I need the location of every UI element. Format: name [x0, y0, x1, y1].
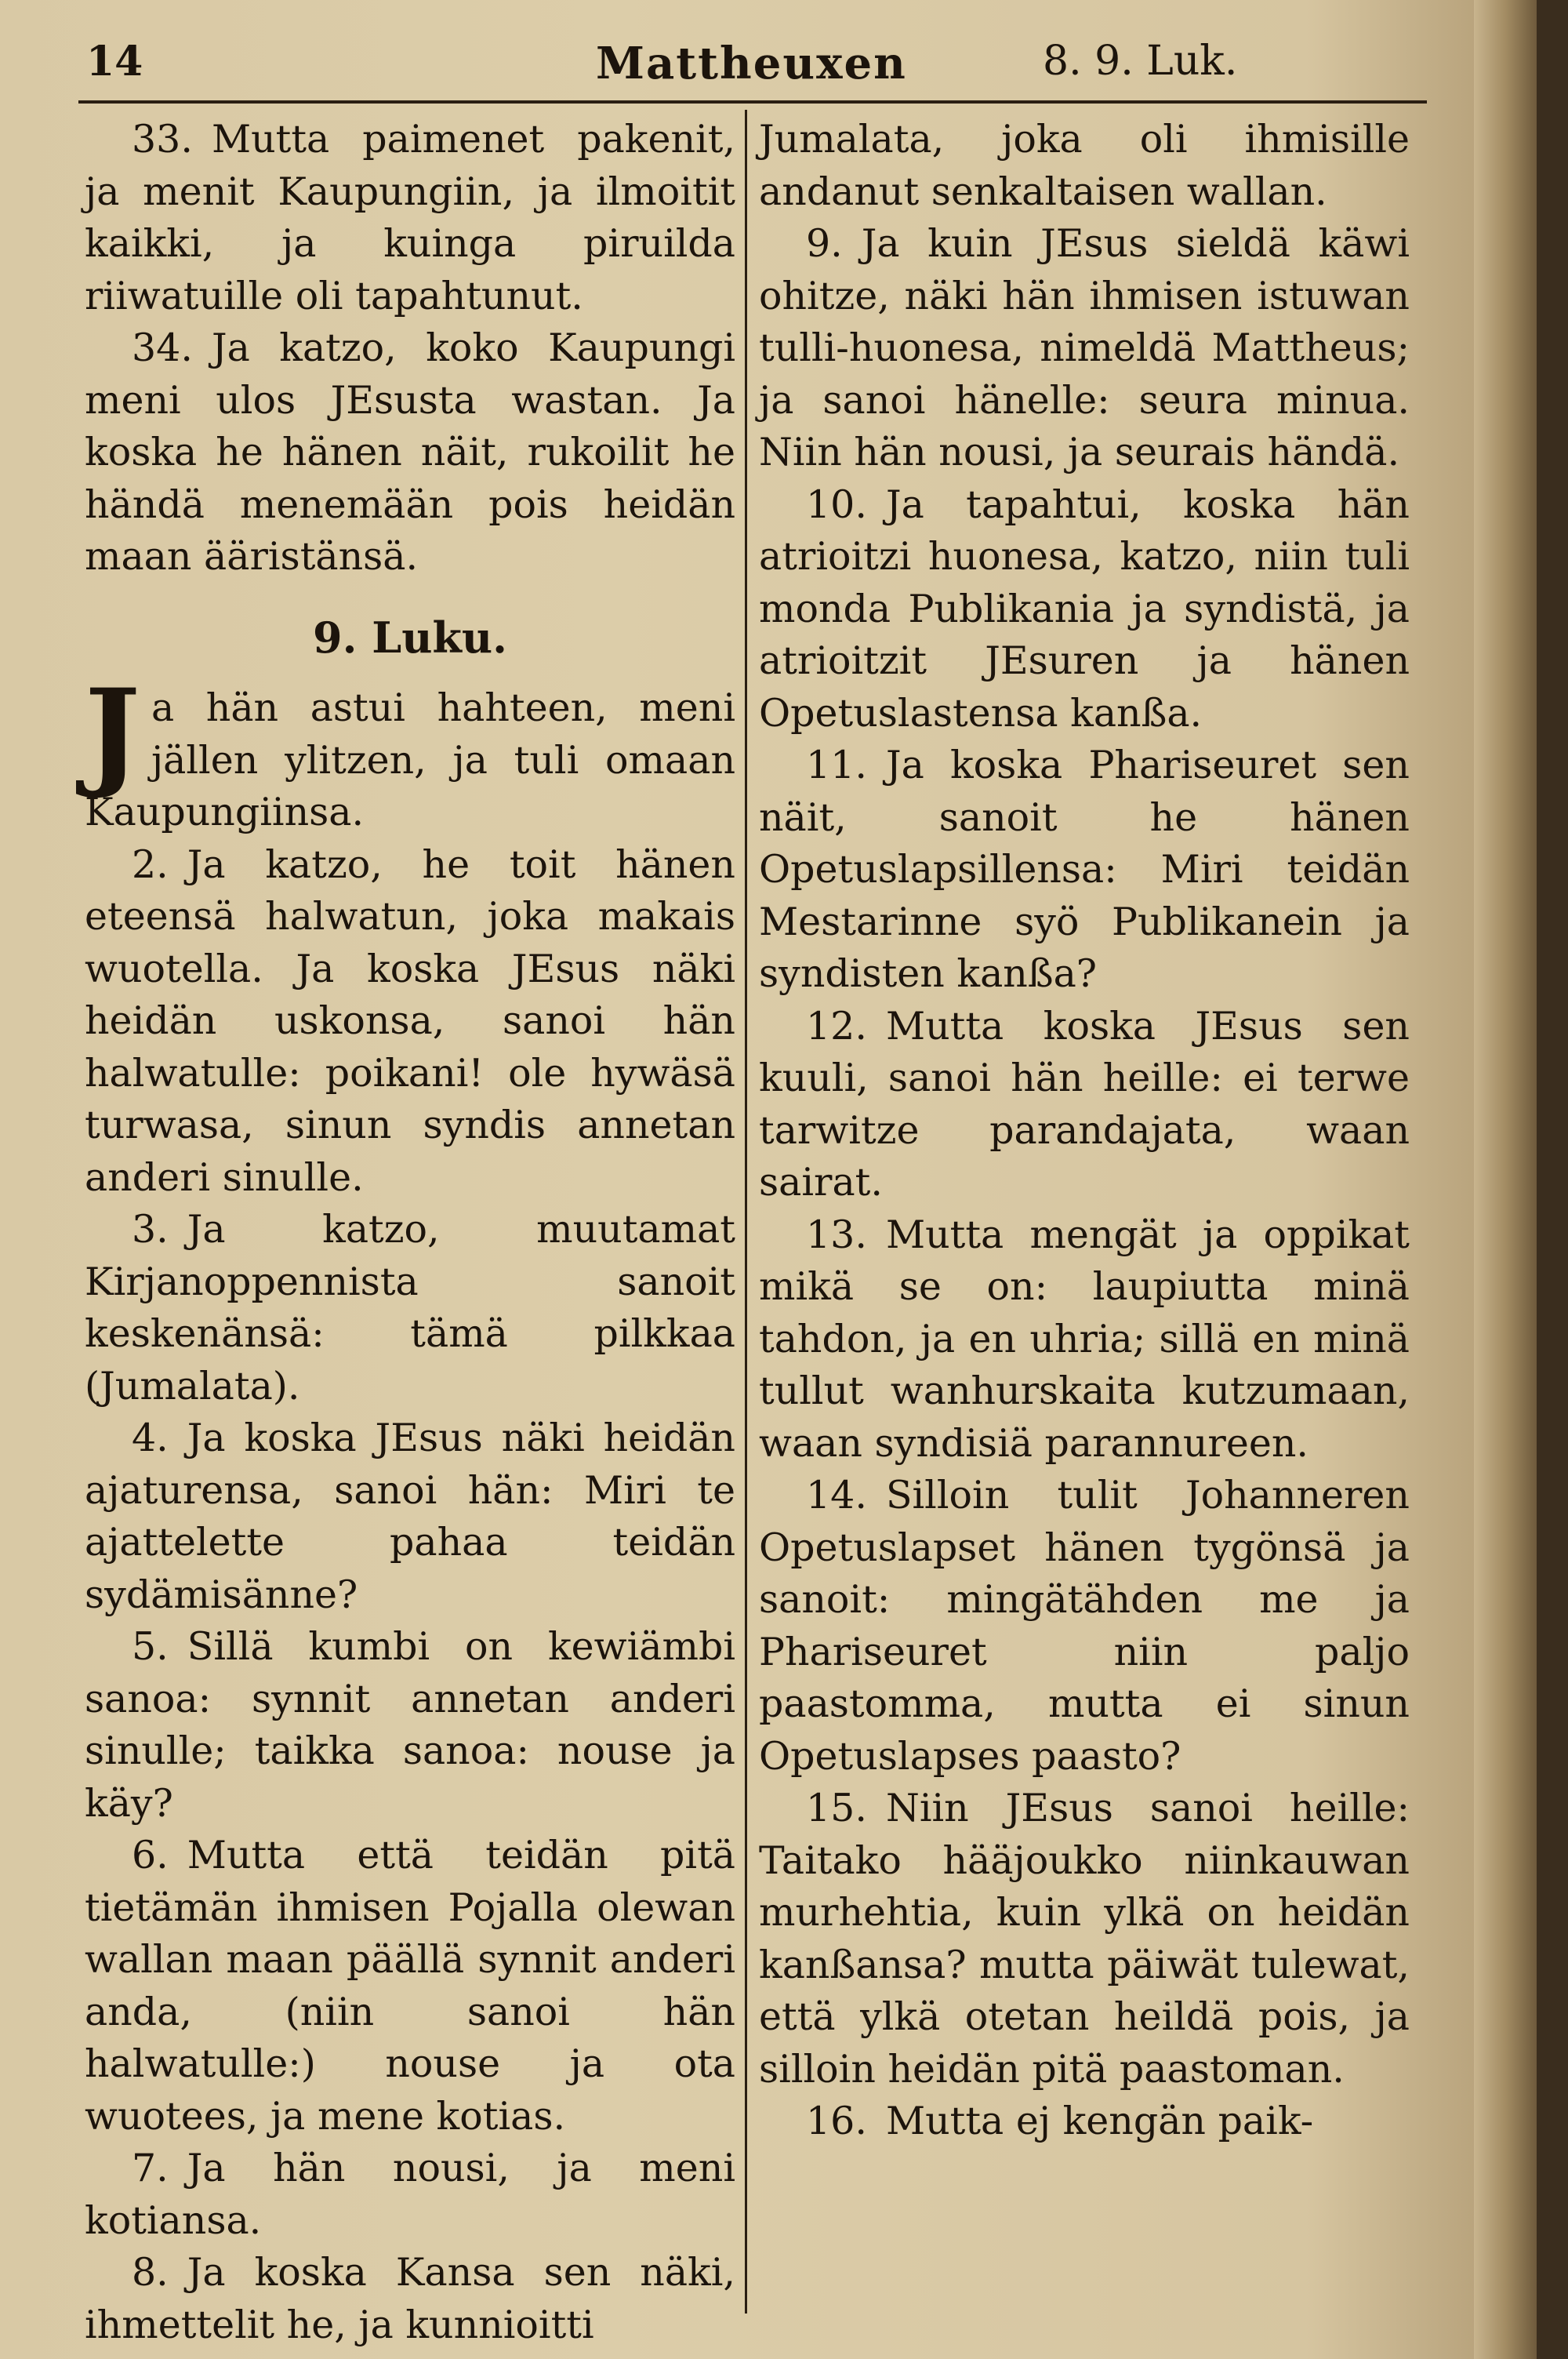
left-column — [85, 114, 735, 2351]
verse-7 — [85, 2143, 735, 2247]
verse-number: 8. — [132, 2250, 169, 2295]
verse-number: 15. — [806, 1786, 867, 1830]
verse-number: 14. — [806, 1473, 867, 1518]
verse-number: 13. — [806, 1212, 867, 1257]
chapter-title: 9. Luku. — [313, 612, 507, 663]
drop-cap: J — [85, 663, 140, 801]
verse-16 — [759, 2095, 1410, 2148]
verse-1 — [85, 663, 735, 839]
verse-text: Mutta mengät ja oppikat mikä se on: laupiutta minä tahdon, ja en uhria; sillä en minä tullut wanhurskaita kutzumaan, waan syndisiä parannureen. — [759, 1212, 1410, 1466]
verse-number: 2. — [132, 841, 169, 887]
verse-text: Jumalata, joka oli ihmisille andanut senkaltaisen wallan. — [759, 117, 1410, 214]
verse-text: Niin JEsus sanoi heille: Taitako hääjoukko niinkauwan murhehtia, kuin ylkä on heidän kanßansa? mutta päiwät tulewat, että ylkä otetan heildä pois, ja silloin heidän pitä paastoman. — [759, 1786, 1410, 2092]
verse-text: Ja kuin JEsus sieldä käwi ohitze, näki hän ihmisen istuwan tulli-huonesa, nimeldä Mattheus; ja sanoi hänelle: seura minua. Niin hän nousi, ja seurais händä. — [759, 221, 1410, 474]
verse-text: Ja koska JEsus näki heidän ajaturensa, sanoi hän: Miri te ajattelette pahaa teidän sydämisänne? — [85, 1416, 735, 1617]
verse-3 — [85, 1204, 735, 1412]
verse-34 — [85, 322, 735, 583]
running-head: Mattheuxen — [596, 38, 907, 89]
verse-2 — [85, 839, 735, 1205]
verse-number: 10. — [806, 482, 867, 527]
verse-number: 3. — [132, 1207, 169, 1252]
verse-33 — [85, 114, 735, 322]
verse-text: Ja katzo, muutamat Kirjanoppennista sanoit keskenänsä: tämä pilkkaa (Jumalata). — [85, 1207, 735, 1408]
verse-number: 11. — [806, 743, 867, 787]
verse-text: Mutta koska JEsus sen kuuli, sanoi hän heille: ei terwe tarwitze parandajata, waan sairat. — [759, 1003, 1410, 1205]
verse-text: Silloin tulit Johanneren Opetuslapset hänen tygönsä ja sanoit: mingätähden me ja Phariseuret niin paljo paastomma, mutta ei sinun Opetuslapses paasto? — [759, 1473, 1410, 1779]
verse-8 — [85, 2247, 735, 2351]
verse-text: Sillä kumbi on kewiämbi sanoa: synnit annetan anderi sinulle; taikka sanoa: nouse ja käy? — [85, 1624, 735, 1826]
verse-13 — [759, 1209, 1410, 1470]
verse-15 — [759, 1783, 1410, 2095]
verse-number: 16. — [806, 2099, 867, 2143]
verse-text: Ja tapahtui, koska hän atrioitzi huonesa, katzo, niin tuli monda Publikania ja syndistä, ja atrioitzit JEsuren ja hänen Opetuslastensa kanßa. — [759, 482, 1410, 736]
verse-6 — [85, 1830, 735, 2143]
verse-text: Ja koska Phariseuret sen näit, sanoit he hänen Opetuslapsillensa: Miri teidän Mestarinne syö Publikanein ja syndisten kanßa? — [759, 743, 1410, 996]
verse-8-continued — [759, 114, 1410, 218]
verse-text: Ja hän nousi, ja meni kotiansa. — [85, 2146, 735, 2243]
header-rule — [78, 100, 1427, 104]
verse-number: 9. — [806, 221, 843, 266]
verse-number: 6. — [132, 1833, 169, 1877]
verse-text: Ja koska Kansa sen näki, ihmettelit he, ja kunnioitti — [85, 2250, 735, 2347]
verse-text: Mutta ej kengän paik- — [885, 2099, 1314, 2143]
verse-text: Ja katzo, he toit hänen eteensä halwatun, joka makais wuotella. Ja koska JEsus näki heidän uskonsa, sanoi hän halwatulle: poikani! ole hywäsä turwasa, sinun syndis annetan anderi sinulle. — [85, 841, 735, 1200]
verse-number: 7. — [132, 2146, 169, 2190]
verse-number: 5. — [132, 1624, 169, 1669]
verse-14 — [759, 1470, 1410, 1783]
verse-number: 34. — [132, 325, 193, 370]
page-number: 14 — [86, 38, 143, 85]
verse-number: 12. — [806, 1003, 867, 1049]
column-divider — [745, 110, 747, 2314]
verse-number: 4. — [132, 1416, 169, 1460]
verse-text: Ja katzo, koko Kaupungi meni ulos JEsusta wastan. Ja koska he hänen näit, rukoilit he händä menemään pois heidän maan ääristänsä. — [85, 325, 735, 579]
verse-text: a hän astui hahteen, meni jällen ylitzen, ja tuli omaan Kaupungiinsa. — [85, 685, 735, 834]
verse-number: 33. — [132, 117, 193, 162]
verse-text: Mutta paimenet pakenit, ja menit Kaupungiin, ja ilmoitit kaikki, ja kuinga piruilda riiwatuille oli tapahtunut. — [85, 117, 735, 318]
chapter-reference: 8. 9. Luk. — [1043, 38, 1238, 85]
verse-11 — [759, 740, 1410, 1001]
verse-5 — [85, 1621, 735, 1830]
verse-text: Mutta että teidän pitä tietämän ihmisen Pojalla olewan wallan maan päällä synnit anderi anda, (niin sanoi hän halwatulle:) nouse ja ota wuotees, ja mene kotias. — [85, 1833, 735, 2139]
right-column — [759, 114, 1410, 2148]
verse-9 — [759, 218, 1410, 479]
verse-10 — [759, 479, 1410, 740]
verse-12 — [759, 1001, 1410, 1209]
verse-4 — [85, 1412, 735, 1621]
page-header — [78, 22, 1427, 100]
page-edge — [1474, 0, 1537, 2359]
